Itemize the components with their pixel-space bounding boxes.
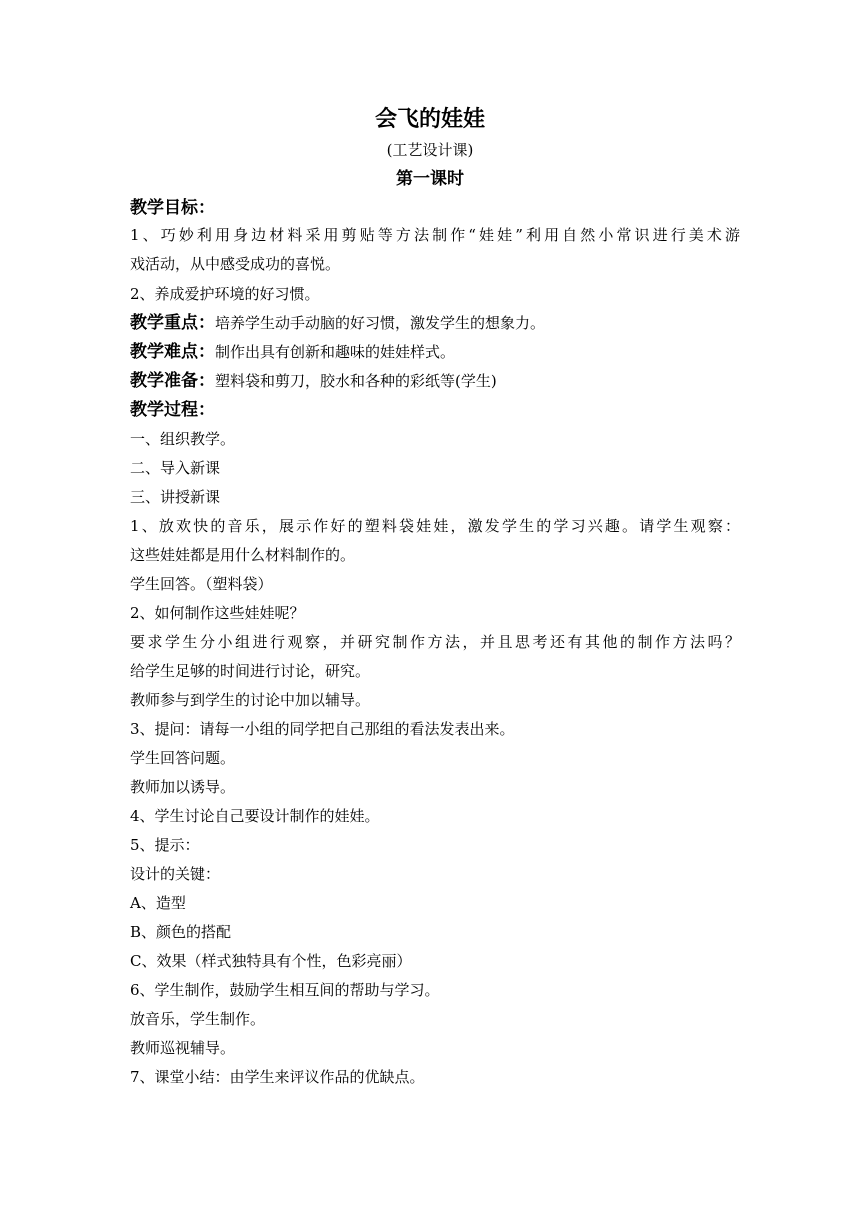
document-subtitle: (工艺设计课): [386, 141, 474, 159]
objective-2: 2、养成爱护环境的好习惯。: [130, 285, 320, 303]
process-line: 给学生足够的时间进行讨论，研究。: [130, 662, 371, 680]
process-line: 二、导入新课: [130, 459, 221, 477]
process-line: 7、课堂小结：由学生来评议作品的优缺点。: [130, 1068, 425, 1086]
key-point-label: 教学重点：: [130, 313, 215, 333]
process-line: B、颜色的搭配: [130, 923, 232, 941]
process-line: 一、组织教学。: [130, 430, 236, 448]
process-line: 设计的关键：: [130, 865, 221, 883]
process-heading: 教学过程：: [130, 400, 215, 420]
process-line: 教师巡视辅导。: [130, 1039, 236, 1057]
process-line: A、造型: [130, 894, 186, 912]
process-line: 教师参与到学生的讨论中加以辅导。: [130, 691, 371, 709]
process-line: 教师加以诱导。: [130, 778, 236, 796]
process-line: 4、学生讨论自己要设计制作的娃娃。: [130, 807, 380, 825]
objectives-heading: 教学目标：: [130, 198, 215, 218]
process-line: C、效果（样式独特具有个性，色彩亮丽）: [130, 952, 412, 970]
process-line: 学生回答问题。: [130, 749, 236, 767]
key-point-line: [130, 311, 740, 335]
difficulty-label: 教学难点：: [130, 342, 215, 362]
process-line: 1、放欢快的音乐，展示作好的塑料袋娃娃，激发学生的学习兴趣。请学生观察：: [130, 517, 740, 535]
process-line: 要求学生分小组进行观察，并研究制作方法，并且思考还有其他的制作方法吗？: [130, 633, 740, 651]
preparation-label: 教学准备：: [130, 371, 215, 391]
process-line: 5、提示：: [130, 836, 200, 854]
objective-1-line-2: 戏活动，从中感受成功的喜悦。: [130, 255, 341, 273]
process-line: 放音乐，学生制作。: [130, 1010, 266, 1028]
process-line: 6、学生制作，鼓励学生相互间的帮助与学习。: [130, 981, 440, 999]
lesson-label: 第一课时: [396, 169, 464, 189]
key-point-text: 培养学生动手动脑的好习惯，激发学生的想象力。: [215, 314, 546, 332]
objective-1-line-1: 1、巧妙利用身边材料采用剪贴等方法制作“娃娃”利用自然小常识进行美术游: [130, 226, 740, 244]
process-line: 三、讲授新课: [130, 488, 221, 506]
process-line: 这些娃娃都是用什么材料制作的。: [130, 546, 356, 564]
difficulty-text: 制作出具有创新和趣味的娃娃样式。: [215, 343, 456, 361]
preparation-text: 塑料袋和剪刀，胶水和各种的彩纸等(学生): [215, 372, 497, 390]
process-line: 学生回答。（塑料袋）: [130, 575, 273, 593]
process-line: 2、如何制作这些娃娃呢？: [130, 604, 305, 622]
preparation-line: [130, 369, 740, 393]
difficulty-line: [130, 340, 740, 364]
process-line: 3、提问：请每一小组的同学把自己那组的看法发表出来。: [130, 720, 515, 738]
document-title: 会飞的娃娃: [374, 106, 485, 132]
